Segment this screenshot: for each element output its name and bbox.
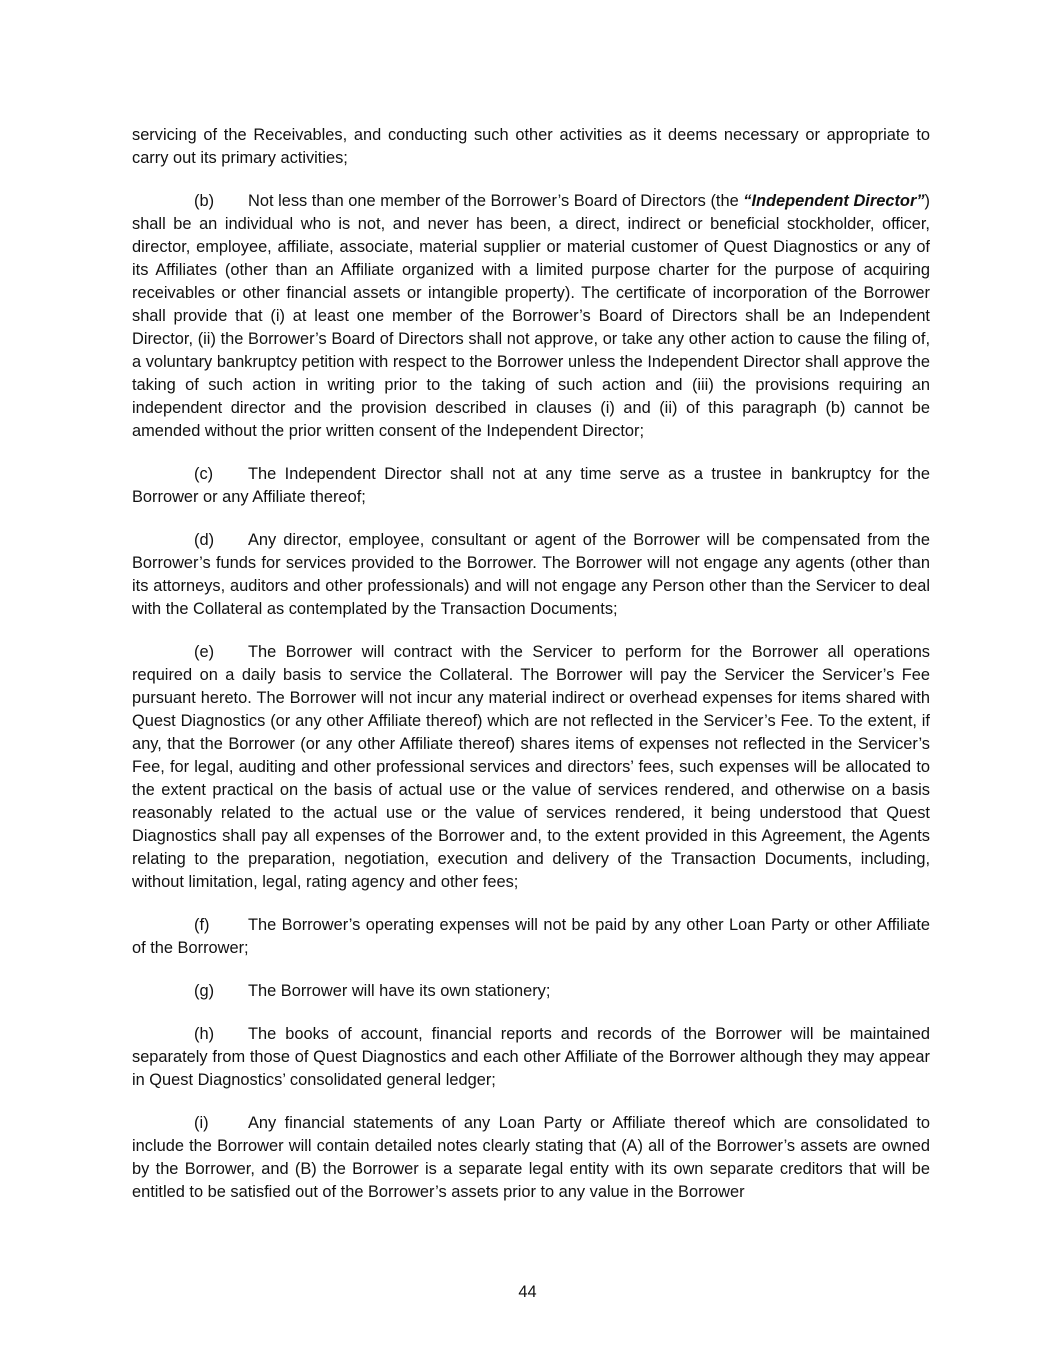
- paragraph-label: (f): [194, 916, 210, 934]
- document-body: [132, 124, 930, 1224]
- paragraph-text: The Independent Director shall not at any time serve as a trustee in bankruptcy for the Borrower or any Affiliate thereof;: [132, 465, 930, 506]
- paragraph-e: [132, 641, 930, 894]
- paragraph-label: (i): [194, 1114, 209, 1132]
- paragraph-i: [132, 1112, 930, 1204]
- paragraph-c: [132, 463, 930, 509]
- paragraph-text: The Borrower’s operating expenses will not be paid by any other Loan Party or other Affiliate of the Borrower;: [132, 916, 930, 957]
- intro-text: servicing of the Receivables, and conducting such other activities as it deems necessary or appropriate to carry out its primary activities;: [132, 126, 930, 167]
- paragraph-text: Any financial statements of any Loan Party or Affiliate thereof which are consolidated to include the Borrower will contain detailed notes clearly stating that (A) all of the Borrower’s assets are owned by the Borrower, and (B) the Borrower is a separate legal entity with its own separate creditors that will be entitled to be satisfied out of the Borrower’s assets prior to any value in the Borrower: [132, 1114, 930, 1201]
- paragraph-text: The Borrower will contract with the Servicer to perform for the Borrower all operations required on a daily basis to service the Collateral. The Borrower will pay the Servicer the Servicer’s Fee pursuant hereto. The Borrower will not incur any material indirect or overhead expenses for items shared with Quest Diagnostics (or any other Affiliate thereof) which are not reflected in the Servicer’s Fee. To the extent, if any, that the Borrower (or any other Affiliate thereof) shares items of expenses not reflected in the Servicer’s Fee, for legal, auditing and other professional services and directors’ fees, such expenses will be allocated to the extent practical on the basis of actual use or the value of services rendered, and otherwise on a basis reasonably related to the actual use or the value of services rendered, it being understood that Quest Diagnostics shall pay all expenses of the Borrower and, to the extent provided in this Agreement, the Agents relating to the preparation, negotiation, execution and delivery of the Transaction Documents, including, without limitation, legal, rating agency and other fees;: [132, 643, 930, 891]
- paragraph-text: The Borrower will have its own stationery;: [248, 982, 551, 1000]
- paragraph-label: (b): [194, 192, 215, 210]
- paragraph-label: (e): [194, 643, 215, 661]
- paragraph-text: Any director, employee, consultant or agent of the Borrower will be compensated from the Borrower’s funds for services provided to the Borrower. The Borrower will not engage any agents (other than its attorneys, auditors and other professionals) and will not engage any Person other than the Servicer to deal with the Collateral as contemplated by the Transaction Documents;: [132, 531, 930, 618]
- page-number: 44: [518, 1283, 537, 1301]
- paragraph-f: [132, 914, 930, 960]
- paragraph-label: (d): [194, 531, 215, 549]
- paragraph-d: [132, 529, 930, 621]
- paragraph-h: [132, 1023, 930, 1092]
- intro-paragraph: [132, 124, 930, 170]
- paragraph-label: (g): [194, 982, 215, 1000]
- paragraph-g: [132, 980, 930, 1003]
- paragraph-text-before: Not less than one member of the Borrower’s Board of Directors (the: [248, 192, 744, 210]
- paragraph-text: The books of account, financial reports and records of the Borrower will be maintained separately from those of Quest Diagnostics and each other Affiliate of the Borrower although they may appear in Quest Diagnostics’ consolidated general ledger;: [132, 1025, 930, 1089]
- paragraph-b: [132, 190, 930, 443]
- paragraph-label: (h): [194, 1025, 215, 1043]
- paragraph-label: (c): [194, 465, 214, 483]
- defined-term: “Independent Director”: [743, 192, 925, 210]
- paragraph-text-after: ) shall be an individual who is not, and never has been, a direct, indirect or beneficial stockholder, officer, director, employee, affiliate, associate, material supplier or material customer of Quest Diagnostics or any of its Affiliates (other than an Affiliate organized with a limited purpose charter for the purpose of acquiring receivables or other financial assets or intangible property). The certificate of incorporation of the Borrower shall provide that (i) at least one member of the Borrower’s Board of Directors shall be an Independent Director, (ii) the Borrower’s Board of Directors shall not approve, or take any other action to cause the filing of, a voluntary bankruptcy petition with respect to the Borrower unless the Independent Director shall approve the taking of such action in writing prior to the taking of such action and (iii) the provisions requiring an independent director and the provision described in clauses (i) and (ii) of this paragraph (b) cannot be amended without the prior written consent of the Independent Director;: [132, 192, 930, 440]
